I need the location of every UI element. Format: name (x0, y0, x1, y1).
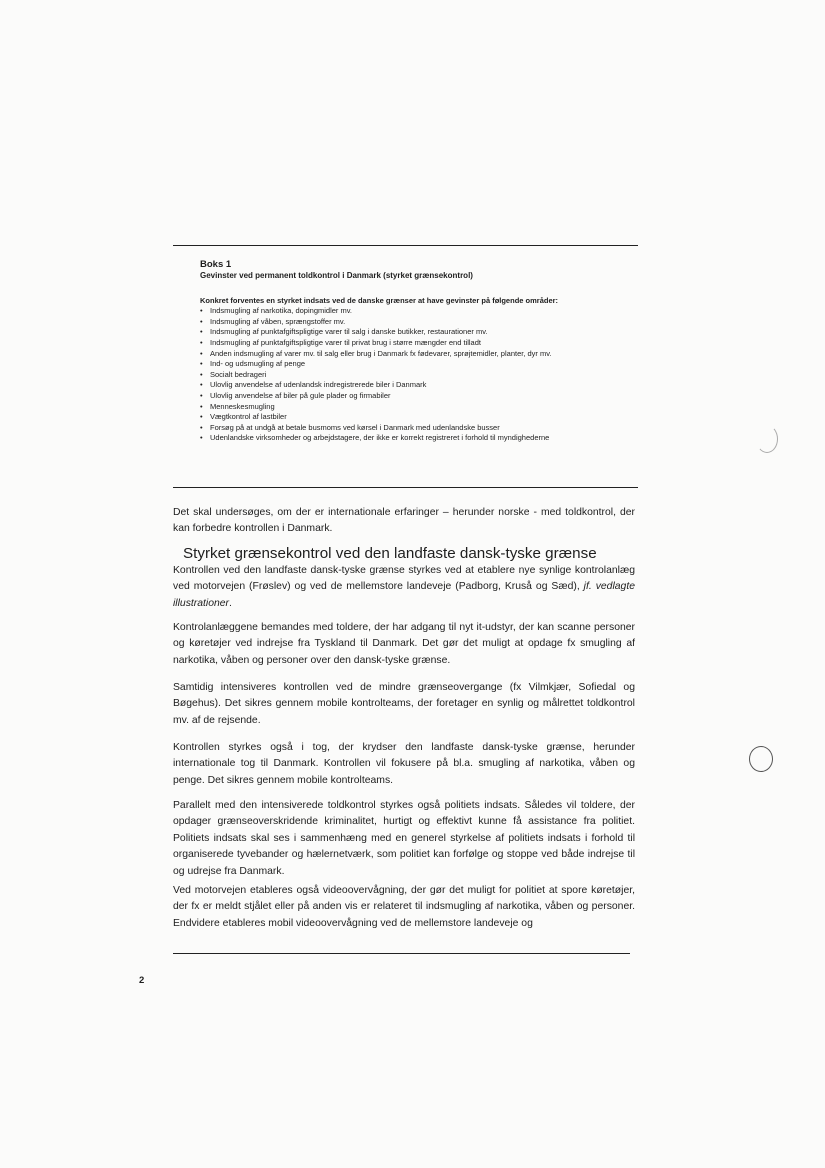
list-item: • Ulovlig anvendelse af biler på gule plader og firmabiler (200, 391, 640, 402)
list-item: • Indsmugling af våben, sprængstoffer mv. (200, 317, 640, 328)
list-item: • Indsmugling af narkotika, dopingmidler mv. (200, 306, 640, 317)
page-number: 2 (139, 975, 145, 986)
punch-hole-mark (749, 746, 773, 772)
list-item: • Anden indsmugling af varer mv. til salg eller brug i Danmark fx fødevarer, sprøjtemidler, planter, dyr mv. (200, 349, 640, 360)
top-rule (173, 245, 638, 246)
faint-punch-hole-mark (756, 425, 778, 453)
paragraph-police: Parallelt med den intensiverede toldkontrol styrkes også politiets indsats. Således vil toldere, der opdager grænseoverskridende kriminalitet, hurtigt og effektivt kunne få assistance fra politiet. Politiets indsats skal ses i sammenhæng med en generel styrkelse af politiets indsats i forhold til organiserede tyvebander og hælernetværk, som politiet kan forfølge og stoppe ved både indrejse til og udrejse fra Danmark. (173, 800, 635, 877)
list-item: • Forsøg på at undgå at betale busmoms ved kørsel i Danmark med udenlandske busser (200, 423, 640, 434)
list-item: • Udenlandske virksomheder og arbejdstagere, der ikke er korrekt registreret i forhold til myndighederne (200, 433, 640, 444)
box-bottom-rule (173, 487, 638, 488)
illustration-reference: jf. vedlagte illustrationer (173, 581, 635, 609)
list-item: • Menneskesmugling (200, 402, 640, 413)
box-title: Boks 1 (200, 259, 232, 270)
list-item: • Indsmugling af punktafgiftspligtige varer til privat brug i større mængder end tilladt (200, 338, 640, 349)
list-item: • Ind- og udsmugling af penge (200, 359, 640, 370)
paragraph-control-stations: Kontrolanlæggene bemandes med toldere, der har adgang til nyt it-udstyr, der kan scanne personer og køretøjer ved indrejse fra Tyskland til Danmark. Det gør det muligt at opdage fx smugling af narkotika, våben og personer over den dansk-tyske grænse. (173, 622, 635, 666)
list-item: • Socialt bedrageri (200, 370, 640, 381)
box-list (200, 306, 640, 444)
section-heading: Styrket grænsekontrol ved den landfaste dansk-tyske grænse (183, 545, 597, 562)
list-item: • Indsmugling af punktafgiftspligtige varer til salg i danske butikker, restaurationer mv. (200, 327, 640, 338)
paragraph-text: Kontrollen ved den landfaste dansk-tyske grænse styrkes ved at etablere nye synlige kontrolanlæg ved motorvejen (Frøslev) og ved de mellemstore landeveje (Padborg, Kruså og Sæd), (173, 565, 635, 593)
paragraph-intro: Det skal undersøges, om der er internationale erfaringer – herunder norske - med toldkontrol, der kan forbedre kontrollen i Danmark. (173, 507, 635, 535)
paragraph-minor-crossings: Samtidig intensiveres kontrollen ved de mindre grænseovergange (fx Vilmkjær, Sofiedal og Bøgehus). Det sikres gennem mobile kontrolteams, der foretager en synlig og målrettet toldkontrol mv. af de rejsende. (173, 682, 635, 726)
list-item: • Ulovlig anvendelse af udenlandsk indregistrerede biler i Danmark (200, 380, 640, 391)
box-subtitle: Gevinster ved permanent toldkontrol i Danmark (styrket grænsekontrol) (200, 271, 473, 280)
paragraph-video-surveillance: Ved motorvejen etableres også videoovervågning, der gør det muligt for politiet at spore køretøjer, der fx er meldt stjålet eller på anden vis er relateret til indsmugling af narkotika, våben og personer. Endvidere etableres mobil videoovervågning ved de mellemstore landeveje og (173, 885, 635, 929)
bottom-rule (173, 953, 630, 954)
list-item: • Vægtkontrol af lastbiler (200, 412, 640, 423)
box-intro: Konkret forventes en styrket indsats ved de danske grænser at have gevinster på følgende områder: (200, 295, 559, 305)
paragraph-border-control: Kontrollen ved den landfaste dansk-tyske grænse styrkes ved at etablere nye synlige kontrolanlæg ved motorvejen (Frøslev) og ved de mellemstore landeveje (Padborg, Kruså og Sæd), jf. vedlagte illustrationer. (173, 565, 635, 609)
paragraph-trains: Kontrollen styrkes også i tog, der krydser den landfaste dansk-tyske grænse, herunder internationale tog til Danmark. Kontrollen vil fokusere på bl.a. smugling af narkotika, våben og penge. Det sikres gennem mobile kontrolteams. (173, 742, 635, 786)
info-box (200, 259, 640, 444)
